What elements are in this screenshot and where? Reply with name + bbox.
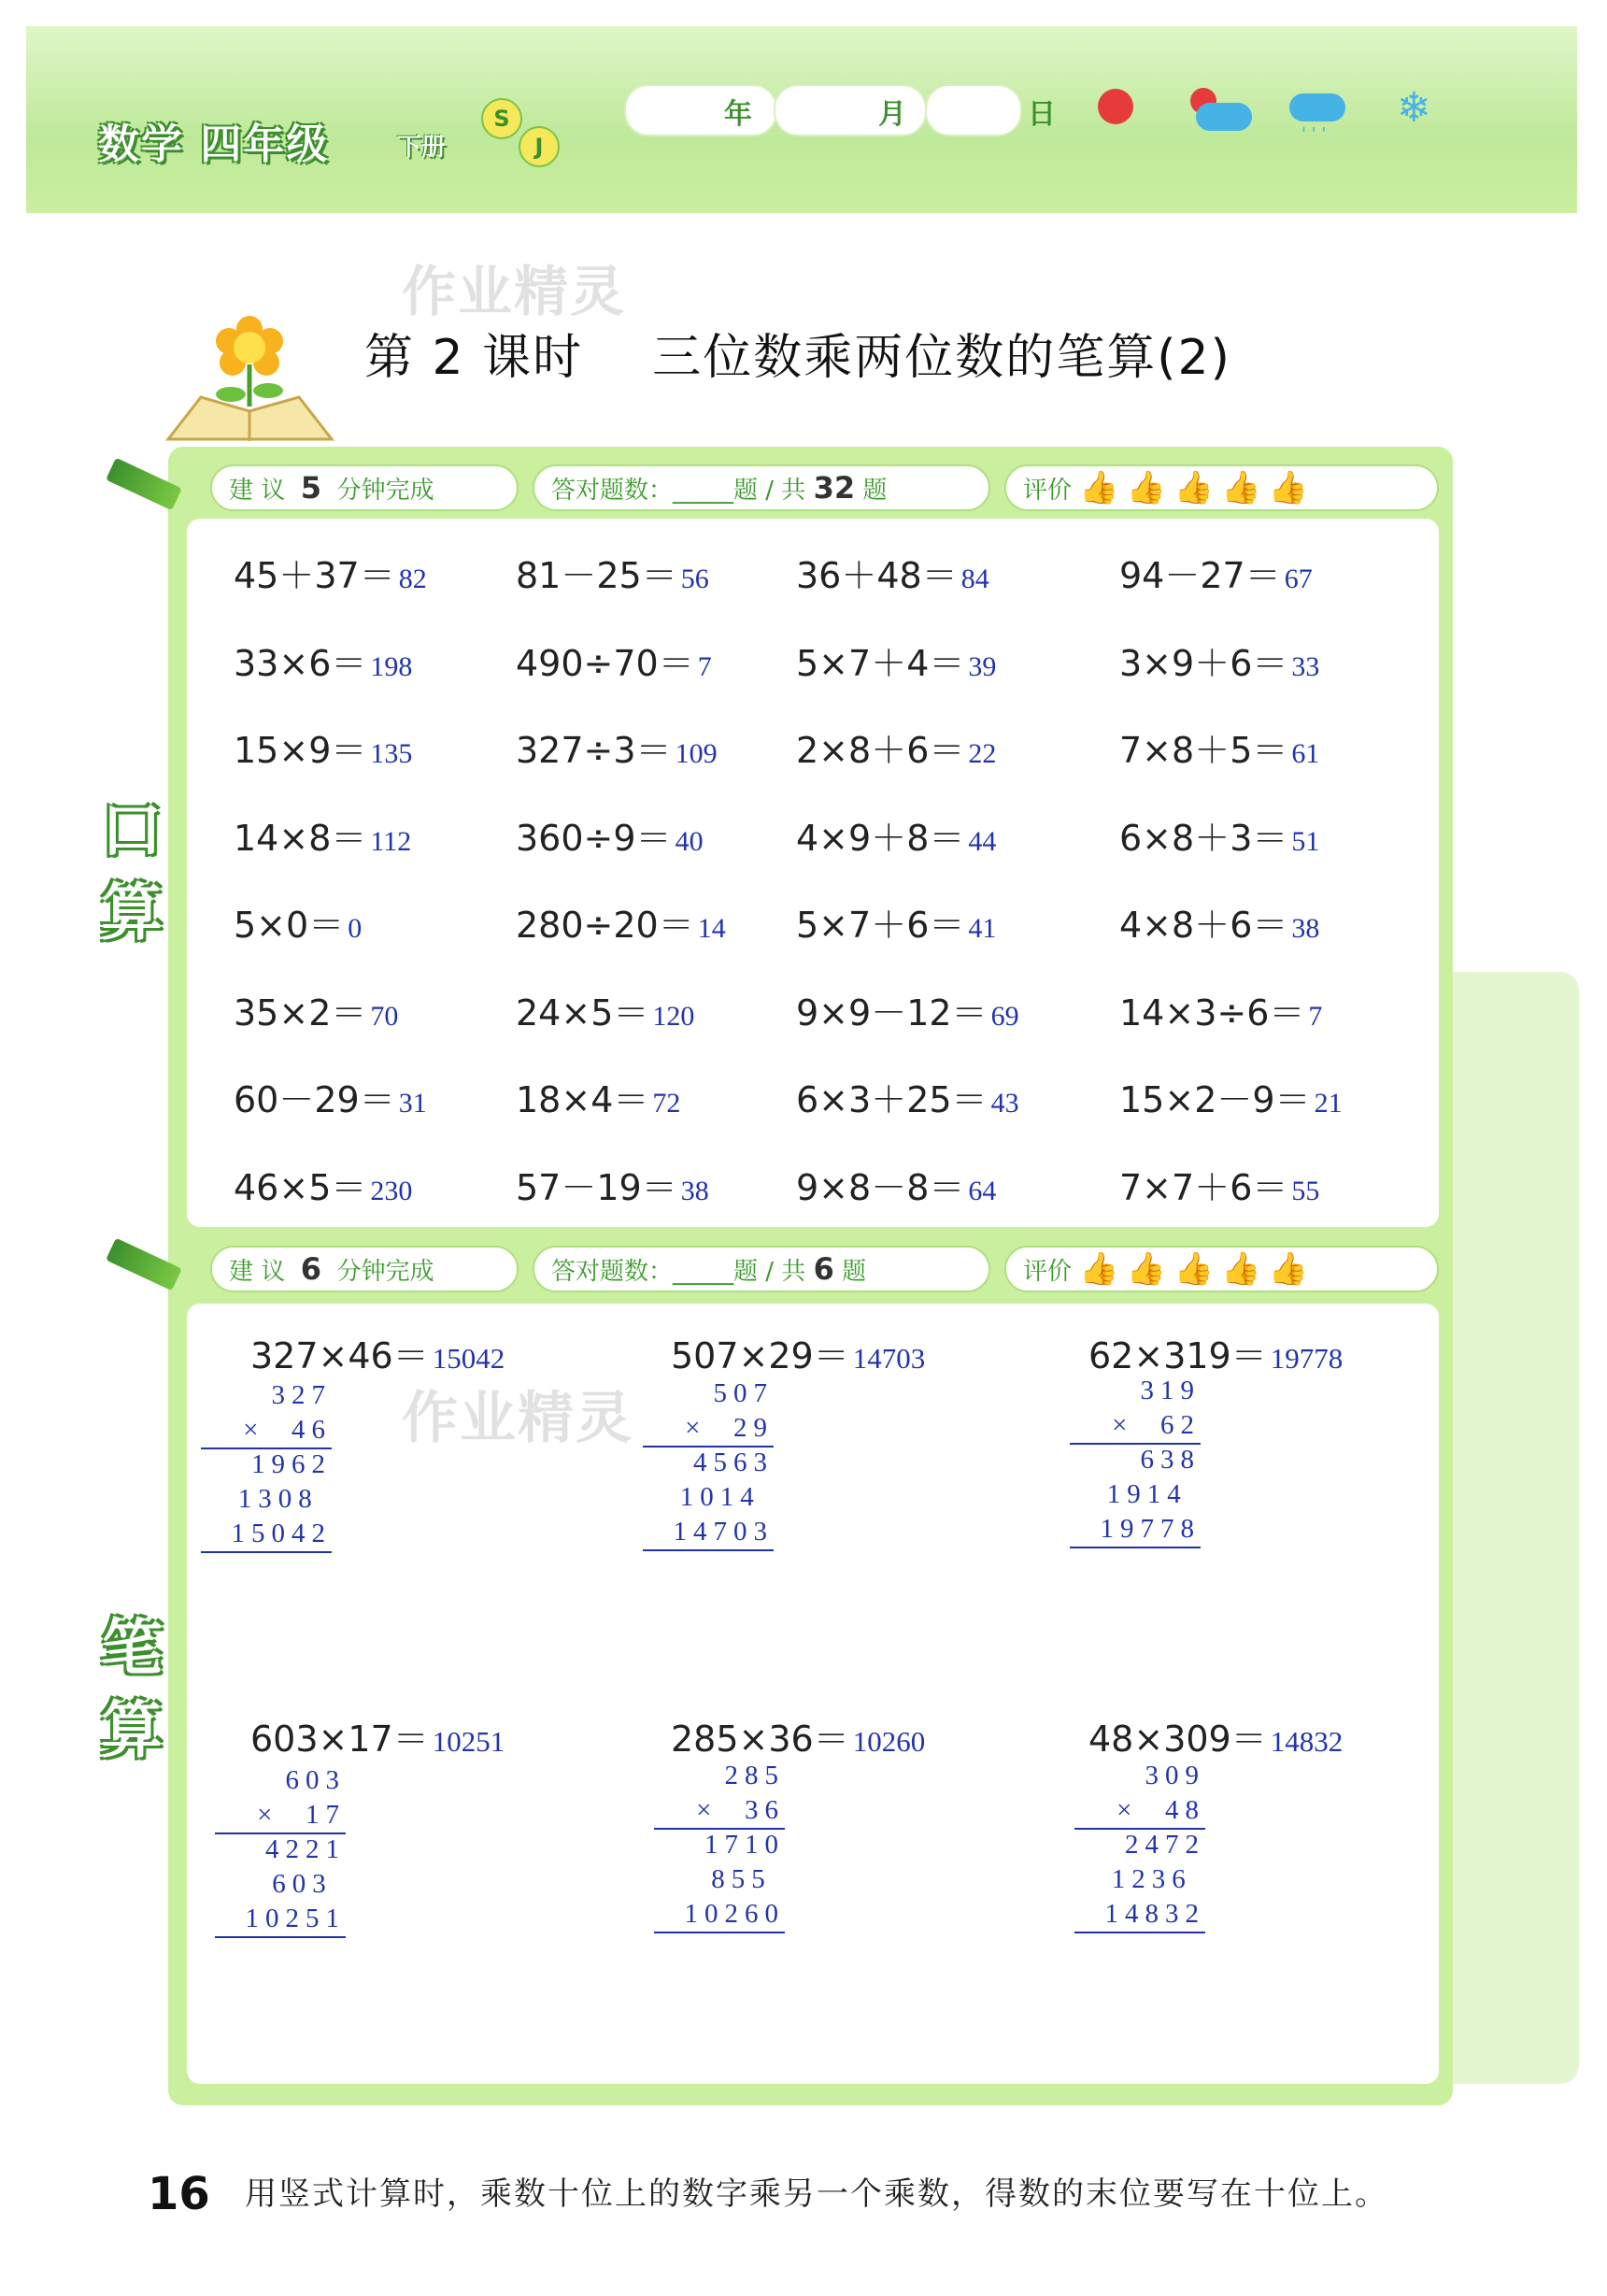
oral-answer[interactable]: 51 <box>1291 825 1320 857</box>
calc-row: 10260 <box>684 1899 785 1929</box>
thumbs-up-icon[interactable]: 👍 <box>1079 469 1119 506</box>
oral-question: 360÷9＝ <box>516 817 672 859</box>
lesson-title: 第 2 课时 三位数乘两位数的笔算(2) <box>364 330 1231 386</box>
calc-row: × 46 <box>243 1415 332 1445</box>
vertical-calculation <box>1074 1759 1205 1932</box>
oral-answer[interactable]: 22 <box>968 738 997 769</box>
oral-question: 15×9＝ <box>234 730 367 771</box>
oral-problem <box>796 984 1019 1040</box>
oral-answer[interactable]: 7 <box>1308 1000 1323 1032</box>
oral-problem <box>796 809 996 865</box>
oral-answer[interactable]: 43 <box>990 1088 1019 1119</box>
oral-answer[interactable]: 21 <box>1314 1088 1343 1119</box>
subject-label: 数学 <box>98 121 184 168</box>
oral-problem <box>1119 635 1319 691</box>
oral-question: 45＋37＝ <box>234 555 395 596</box>
calc-row: × 36 <box>696 1795 785 1825</box>
calc-row: 1308 <box>237 1484 332 1514</box>
calc-row: 14832 <box>1104 1899 1205 1929</box>
oral-question: 94－27＝ <box>1119 555 1281 596</box>
oral-answer[interactable]: 230 <box>370 1175 413 1206</box>
oral-answer[interactable]: 40 <box>675 825 704 857</box>
calc-row: × 62 <box>1112 1410 1201 1440</box>
oral-problem <box>516 721 718 777</box>
oral-problem <box>234 635 412 691</box>
oral-problem <box>516 635 712 691</box>
oral-problem <box>796 635 996 691</box>
calc-rule <box>1070 1547 1201 1548</box>
oral-problem <box>234 721 412 777</box>
calc-rule <box>215 1936 346 1938</box>
day-label: 日 <box>1028 98 1056 131</box>
calc-row: 1914 <box>1106 1479 1201 1509</box>
written-problems <box>187 1304 1439 2084</box>
oral-question: 60－29＝ <box>234 1079 395 1120</box>
oral-problem <box>234 984 398 1040</box>
oral-problem <box>796 721 996 777</box>
oral-question: 5×7＋4＝ <box>796 642 965 684</box>
calc-row: × 17 <box>257 1800 346 1830</box>
calc-row: 309 <box>1145 1761 1205 1790</box>
thumbs-up-icon[interactable]: 👍 <box>1126 469 1167 506</box>
calc-row: 14703 <box>673 1517 774 1547</box>
oral-score-field[interactable]: 答对题数：_____题 / 共 32 题 <box>533 464 990 511</box>
written-question-text: 327×46＝ <box>250 1335 429 1376</box>
oral-problem <box>1119 721 1319 777</box>
calc-rule <box>1070 1443 1201 1445</box>
watermark: 作业精灵 <box>402 1386 633 1451</box>
rain-icon[interactable]: ' ' ' <box>1285 89 1355 145</box>
calc-row: 19778 <box>1100 1514 1201 1544</box>
sun-icon[interactable] <box>1098 89 1133 124</box>
thumbs-up-icon[interactable]: 👍 <box>1268 469 1309 506</box>
written-question-text: 285×36＝ <box>671 1718 849 1760</box>
oral-question: 5×0＝ <box>234 905 345 946</box>
written-score-field[interactable]: 答对题数：_____题 / 共 6 题 <box>533 1246 990 1292</box>
oral-section-label: 口 算 <box>101 794 163 948</box>
oral-problem <box>796 1159 996 1215</box>
written-section-label: 笔 算 <box>101 1612 163 1766</box>
oral-question: 7×7＋6＝ <box>1119 1166 1288 1208</box>
calc-row: × 29 <box>685 1413 774 1443</box>
oral-question: 14×8＝ <box>234 817 367 859</box>
oral-time-suggestion: 建 议 5 分钟完成 <box>210 464 519 511</box>
vertical-calculation <box>215 1763 346 1936</box>
thumbs-up-icon[interactable]: 👍 <box>1173 1250 1214 1288</box>
written-rating: 评价 👍 👍 👍 👍 👍 <box>1004 1246 1439 1292</box>
oral-question: 81－25＝ <box>516 555 677 596</box>
written-answer[interactable]: 19778 <box>1270 1342 1344 1375</box>
written-answer[interactable]: 14703 <box>852 1342 926 1375</box>
oral-answer[interactable]: 55 <box>1291 1175 1320 1206</box>
oral-problem <box>234 809 411 865</box>
oral-problem <box>1119 984 1322 1040</box>
calc-rule <box>643 1446 774 1447</box>
oral-minutes: 5 <box>300 470 322 506</box>
oral-question: 3×9＋6＝ <box>1119 642 1288 684</box>
oral-question: 24×5＝ <box>516 991 649 1034</box>
oral-question: 35×2＝ <box>234 991 367 1034</box>
oral-problem <box>1119 896 1319 952</box>
vertical-calculation <box>654 1759 785 1932</box>
written-question <box>250 1710 505 1761</box>
oral-answer[interactable]: 14 <box>697 913 726 944</box>
oral-problem <box>516 1071 680 1127</box>
oral-question: 46×5＝ <box>234 1166 367 1208</box>
oral-question: 36＋48＝ <box>796 555 958 596</box>
written-question <box>671 1327 925 1378</box>
oral-answer[interactable]: 41 <box>968 913 997 944</box>
calc-row: 1236 <box>1111 1864 1205 1894</box>
oral-rating: 评价 👍 👍 👍 👍 👍 <box>1004 464 1439 511</box>
oral-question: 33×6＝ <box>234 642 367 684</box>
written-question <box>1088 1710 1343 1761</box>
vertical-calculation <box>1070 1374 1201 1547</box>
oral-total: 32 <box>813 470 856 506</box>
calc-row: 327 <box>271 1380 332 1410</box>
oral-problem <box>234 1159 412 1215</box>
calc-row: 638 <box>1140 1445 1201 1475</box>
calc-row: 4563 <box>693 1447 774 1477</box>
calc-row: 319 <box>1140 1376 1201 1405</box>
oral-answer[interactable]: 72 <box>652 1088 681 1119</box>
calc-rule <box>201 1551 332 1553</box>
oral-answer[interactable]: 198 <box>370 650 413 682</box>
oral-problem <box>1119 1159 1319 1215</box>
oral-answer[interactable]: 135 <box>370 738 413 769</box>
oral-answer[interactable]: 67 <box>1284 563 1313 594</box>
calc-rule <box>1074 1828 1205 1830</box>
calc-rule <box>654 1932 785 1933</box>
oral-question: 9×8－8＝ <box>796 1166 965 1208</box>
oral-problem <box>1119 809 1319 865</box>
oral-answer[interactable]: 61 <box>1291 738 1320 769</box>
calc-row: 4221 <box>265 1834 346 1864</box>
month-label: 月 <box>878 98 906 131</box>
calc-rule <box>215 1833 346 1834</box>
edition-badge-s: S <box>481 98 522 139</box>
calc-row: 1014 <box>679 1482 774 1512</box>
written-answer[interactable]: 10251 <box>432 1725 505 1758</box>
oral-problem <box>796 547 989 603</box>
day-field[interactable] <box>925 84 1022 136</box>
cloudy-icon[interactable] <box>1187 86 1257 133</box>
oral-question: 2×8＋6＝ <box>796 730 965 771</box>
calc-row: 285 <box>724 1761 785 1790</box>
thumbs-up-icon[interactable]: 👍 <box>1268 1250 1309 1288</box>
oral-question: 6×8＋3＝ <box>1119 817 1288 859</box>
oral-problem <box>516 984 694 1040</box>
oral-answer[interactable]: 38 <box>1291 913 1320 944</box>
oral-answer[interactable]: 64 <box>968 1175 997 1206</box>
written-question <box>250 1327 505 1378</box>
oral-question: 5×7＋6＝ <box>796 905 965 946</box>
oral-answer[interactable]: 44 <box>968 825 997 857</box>
footer-tip: 用竖式计算时，乘数十位上的数字乘另一个乘数，得数的末位要写在十位上。 <box>245 2175 1388 2213</box>
written-question-text: 48×309＝ <box>1088 1718 1267 1760</box>
oral-problem <box>1119 547 1313 603</box>
oral-question: 327÷3＝ <box>516 730 672 771</box>
oral-answer[interactable]: 56 <box>680 563 709 594</box>
calc-row: 10251 <box>245 1904 346 1933</box>
written-time-suggestion: 建 议 6 分钟完成 <box>210 1246 519 1292</box>
written-answer[interactable]: 10260 <box>852 1725 926 1758</box>
oral-question: 6×3＋25＝ <box>796 1079 988 1120</box>
oral-answer[interactable]: 70 <box>370 1000 399 1032</box>
calc-row: × 48 <box>1116 1795 1205 1825</box>
oral-problem <box>1119 1071 1343 1127</box>
grade-label: 四年级 <box>200 121 330 168</box>
oral-answer[interactable]: 82 <box>398 563 427 594</box>
oral-question: 280÷20＝ <box>516 905 694 946</box>
oral-answer[interactable]: 33 <box>1291 650 1320 682</box>
oral-answer[interactable]: 69 <box>990 1000 1019 1032</box>
calc-rule <box>654 1828 785 1830</box>
oral-problem <box>234 896 362 952</box>
edition-badge-j: J <box>519 126 560 167</box>
oral-problem <box>516 896 726 952</box>
oral-problem <box>516 1159 709 1215</box>
header-subject-grade <box>98 110 329 170</box>
vertical-calculation <box>643 1376 774 1549</box>
oral-question: 4×9＋8＝ <box>796 817 965 859</box>
oral-problem <box>796 896 996 952</box>
volume-label: 下册 <box>397 134 447 162</box>
snow-icon[interactable]: ❄ <box>1397 84 1431 132</box>
oral-question: 490÷70＝ <box>516 642 694 684</box>
oral-problem <box>234 1071 427 1127</box>
thumbs-up-icon[interactable]: 👍 <box>1126 1250 1167 1288</box>
page-edge-tab <box>1448 972 1579 2084</box>
written-question-text: 603×17＝ <box>250 1718 429 1760</box>
calc-rule <box>643 1549 774 1551</box>
watermark: 作业精灵 <box>402 260 627 323</box>
written-total: 6 <box>813 1251 834 1287</box>
oral-problem <box>516 809 704 865</box>
thumbs-up-icon[interactable]: 👍 <box>1221 1250 1261 1288</box>
oral-answer[interactable]: 84 <box>960 563 989 594</box>
flower-book-icon <box>164 308 336 449</box>
oral-problem <box>516 547 709 603</box>
oral-answer[interactable]: 112 <box>370 825 412 857</box>
oral-answer[interactable]: 120 <box>652 1000 695 1032</box>
oral-question: 7×8＋5＝ <box>1119 730 1288 771</box>
written-answer[interactable]: 14832 <box>1270 1725 1344 1758</box>
calc-row: 1710 <box>704 1830 785 1860</box>
calc-row: 855 <box>711 1864 785 1894</box>
written-minutes: 6 <box>300 1251 322 1287</box>
oral-answer[interactable]: 0 <box>348 913 363 944</box>
written-question-text: 507×29＝ <box>671 1335 849 1376</box>
year-label: 年 <box>724 98 752 131</box>
oral-answer[interactable]: 38 <box>680 1175 709 1206</box>
year-field[interactable] <box>624 84 777 136</box>
oral-answer[interactable]: 39 <box>968 650 997 682</box>
oral-question: 57－19＝ <box>516 1166 677 1208</box>
written-question-text: 62×319＝ <box>1088 1335 1267 1376</box>
calc-rule <box>201 1447 332 1449</box>
calc-row: 603 <box>285 1765 346 1795</box>
thumbs-up-icon[interactable]: 👍 <box>1079 1250 1119 1288</box>
oral-question: 14×3÷6＝ <box>1119 991 1305 1034</box>
oral-question: 18×4＝ <box>516 1079 649 1120</box>
vertical-calculation <box>201 1378 332 1551</box>
oral-answer[interactable]: 31 <box>398 1088 427 1119</box>
page-number: 16 <box>148 2168 210 2220</box>
oral-question: 4×8＋6＝ <box>1119 905 1288 946</box>
thumbs-up-icon[interactable]: 👍 <box>1173 469 1214 506</box>
oral-problem <box>234 547 427 603</box>
calc-row: 2472 <box>1125 1830 1205 1860</box>
written-answer[interactable]: 15042 <box>432 1342 505 1375</box>
oral-problem <box>796 1071 1019 1127</box>
written-question <box>671 1710 925 1761</box>
oral-answer[interactable]: 109 <box>675 738 718 769</box>
calc-row: 15042 <box>231 1519 332 1548</box>
calc-rule <box>1074 1932 1205 1933</box>
calc-row: 1962 <box>251 1449 332 1479</box>
oral-question: 9×9－12＝ <box>796 991 988 1034</box>
oral-problem-grid <box>234 547 1429 1219</box>
thumbs-up-icon[interactable]: 👍 <box>1221 469 1261 506</box>
oral-answer[interactable]: 7 <box>697 650 712 682</box>
calc-row: 507 <box>713 1378 774 1408</box>
oral-question: 15×2－9＝ <box>1119 1079 1311 1120</box>
calc-row: 603 <box>272 1869 346 1899</box>
written-question <box>1088 1327 1343 1378</box>
